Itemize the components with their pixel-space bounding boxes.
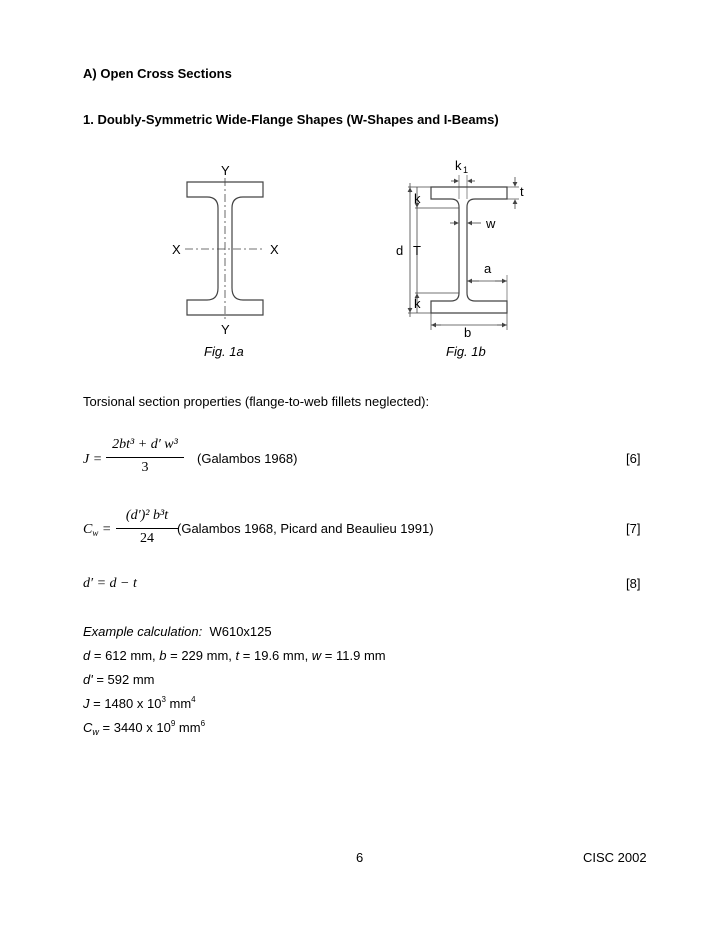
value-b: 229 mm xyxy=(181,648,229,663)
y-axis-label-bottom: Y xyxy=(221,322,230,337)
k-label-bottom: k xyxy=(414,296,421,311)
y-axis-label-top: Y xyxy=(221,163,230,178)
value-dprime: 592 mm xyxy=(107,672,155,687)
x-axis-label-left: X xyxy=(172,242,181,257)
figure-1a-i-beam-diagram xyxy=(160,158,300,338)
example-label: Example calculation: xyxy=(83,624,203,639)
example-line-dimensions: d = 612 mm, b = 229 mm, t = 19.6 mm, w = 11.9 mm xyxy=(83,648,386,663)
example-line-J: J = 1480 x $10^3$ $mm^4$ xyxy=(83,695,196,711)
eq7-lhs-subscript: w xyxy=(92,528,99,538)
eq7-number: [7] xyxy=(626,521,641,536)
value-J-exponent: 3 xyxy=(161,695,166,704)
intro-text: Torsional section properties (flange-to-web fillets neglected): xyxy=(83,394,430,409)
eq7-denominator: 24 xyxy=(140,531,154,546)
value-J-unit: mm xyxy=(165,696,192,711)
value-Cw: 3440 x 10 xyxy=(113,720,171,735)
subsection-heading: 1. Doubly-Symmetric Wide-Flange Shapes (W-Shapes and I-Beams) xyxy=(83,112,499,127)
value-Cw-unit: mm xyxy=(175,720,201,735)
k1-subscript: 1 xyxy=(463,165,469,175)
eq8-number: [8] xyxy=(626,576,641,591)
eq6-number: [6] xyxy=(626,451,641,466)
eq6-fraction-bar xyxy=(106,457,184,458)
footer-source: CISC 2002 xyxy=(583,850,647,865)
example-heading xyxy=(83,624,272,639)
figure-1b-caption: Fig. 1b xyxy=(446,344,486,359)
example-line-Cw: $C_w = 3440$ x $10^9$ $mm^6$ xyxy=(83,719,206,737)
eq6-lhs: J xyxy=(83,452,90,467)
eq6-denominator: 3 xyxy=(141,460,149,475)
value-J: 1480 x 10 xyxy=(104,696,162,711)
b-label: b xyxy=(464,325,472,340)
value-w: 11.9 mm xyxy=(336,648,386,663)
eq7-lhs: C xyxy=(83,522,93,537)
T-label: T xyxy=(413,243,421,258)
value-Cw-unit-exponent: 6 xyxy=(200,719,206,728)
w-label: w xyxy=(486,216,496,231)
figure-1a-caption: Fig. 1a xyxy=(204,344,244,359)
x-axis-label-right: X xyxy=(270,242,279,257)
eq6-numerator: 2bt³ + d′ w³ xyxy=(112,437,178,452)
eq7-numerator: (d′)² b³t xyxy=(125,508,169,523)
value-Cw-exponent: 9 xyxy=(170,719,176,728)
figure-1b-dimension-diagram xyxy=(395,155,565,340)
example-line-dprime: d' = 592 mm xyxy=(83,672,155,687)
page-number: 6 xyxy=(356,850,364,865)
t-label: t xyxy=(520,184,524,199)
i-beam-outline xyxy=(431,187,507,313)
eq7-citation: (Galambos 1968, Picard and Beaulieu 1991) xyxy=(177,521,434,536)
value-d: 612 mm xyxy=(105,648,153,663)
section-heading: A) Open Cross Sections xyxy=(83,66,232,81)
k1-label: k xyxy=(455,158,462,173)
value-J-unit-exponent: 4 xyxy=(191,695,196,704)
k-label-top: k xyxy=(414,191,421,206)
eq6-citation: (Galambos 1968) xyxy=(197,451,298,466)
d-label: d xyxy=(396,243,404,258)
value-t: 19.6 mm xyxy=(253,648,305,663)
a-label: a xyxy=(484,261,492,276)
eq8-expression: d′ = d − t xyxy=(83,576,137,591)
eq7-fraction-bar xyxy=(116,528,178,529)
example-section: W610x125 xyxy=(209,624,272,639)
